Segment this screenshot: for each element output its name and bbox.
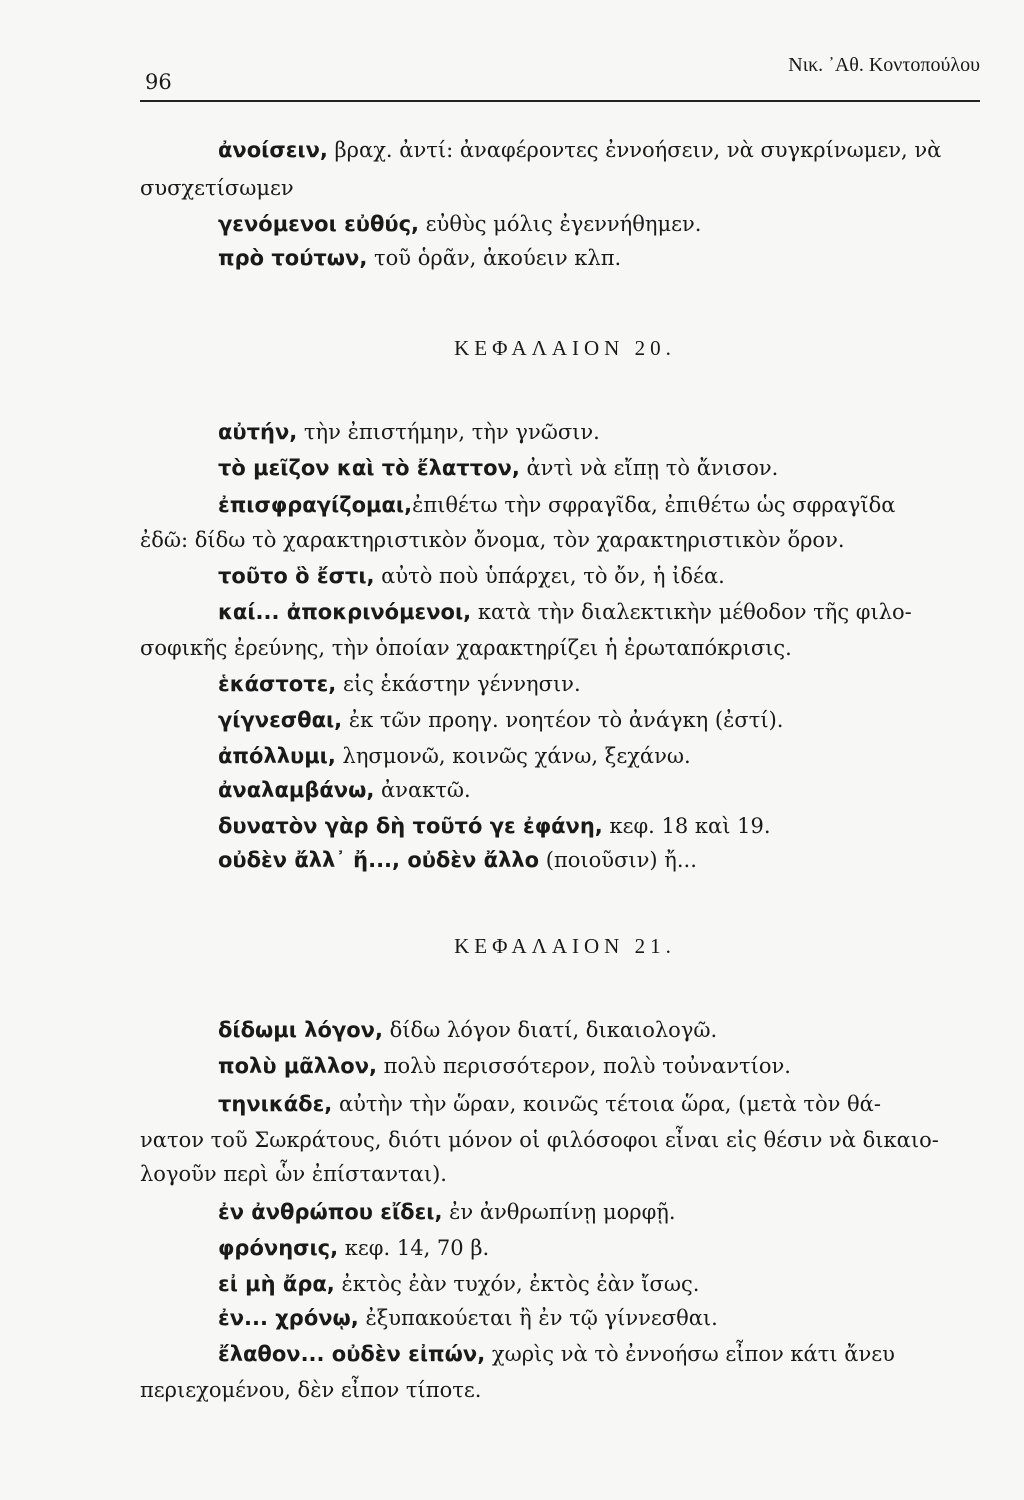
entry-gloss: κατὰ τὴν διαλεκτικὴν μέθοδον τῆς φιλο-: [471, 600, 912, 624]
glossary-entry: [140, 1304, 1024, 1332]
entry-gloss: αὐτὴν τὴν ὥραν, κοινῶς τέτοια ὥρα, (μετὰ τὸν θά-: [332, 1092, 881, 1116]
glossary-entry: [140, 210, 1024, 238]
entry-continuation: περιεχομένου, δὲν εἶπον τίποτε.: [140, 1378, 482, 1402]
glossary-entry: [140, 562, 1024, 590]
glossary-entry: [140, 244, 1024, 272]
glossary-entry: [140, 706, 1024, 734]
glossary-entry: [140, 1340, 1024, 1368]
glossary-entry: [140, 598, 1024, 626]
entry-term: τηνικάδε,: [218, 1092, 333, 1116]
page-number: 96: [145, 70, 172, 94]
glossary-entry: [140, 418, 1024, 446]
entry-term: ἀνοίσειν,: [218, 138, 328, 162]
entry-term: γίγνεσθαι,: [218, 708, 343, 732]
entry-continuation: συσχετίσωμεν: [140, 176, 294, 200]
glossary-entry: [140, 1090, 1024, 1118]
entry-gloss: ἐκτὸς ἐὰν τυχόν, ἐκτὸς ἐὰν ἴσως.: [334, 1272, 700, 1296]
entry-term: οὐδὲν ἄλλ᾿ ἤ..., οὐδὲν ἄλλο: [218, 848, 540, 872]
entry-gloss: ἀντὶ νὰ εἴπῃ τὸ ἄνισον.: [519, 456, 779, 480]
entry-gloss: τοῦ ὁρᾶν, ἀκούειν κλπ.: [367, 246, 622, 270]
entry-gloss: βραχ. ἀντί: ἀναφέροντες ἐννοήσειν, νὰ συγκρίνωμεν, νὰ: [327, 138, 942, 162]
entry-term: ἀπόλλυμι,: [218, 744, 336, 768]
entry-term: δίδωμι λόγον,: [218, 1018, 383, 1042]
entry-gloss: ἐν ἀνθρωπίνῃ μορφῇ.: [442, 1200, 676, 1224]
entry-term: πρὸ τούτων,: [218, 246, 368, 270]
entry-term: ἑκάστοτε,: [218, 672, 337, 696]
entry-term: τοῦτο ὃ ἔστι,: [218, 564, 375, 588]
entry-term: αὐτήν,: [218, 420, 298, 444]
entry-gloss: δίδω λόγον διατί, δικαιολογῶ.: [382, 1018, 718, 1042]
entry-term: ἀναλαμβάνω,: [218, 778, 375, 802]
entry-gloss: χωρὶς νὰ τὸ ἐννοήσω εἶπον κάτι ἄνευ: [485, 1342, 895, 1366]
glossary-entry: [140, 136, 1024, 164]
entry-gloss: (ποιοῦσιν) ἤ...: [539, 848, 697, 872]
glossary-entry: [140, 846, 1024, 874]
entry-gloss: κεφ. 14, 70 β.: [338, 1236, 490, 1260]
entry-term: πολὺ μᾶλλον,: [218, 1054, 377, 1078]
glossary-entry: [140, 1016, 1024, 1044]
entry-gloss: λησμονῶ, κοινῶς χάνω, ξεχάνω.: [335, 744, 691, 768]
entry-gloss: ἐκ τῶν προηγ. νοητέον τὸ ἀνάγκη (ἐστί).: [342, 708, 784, 732]
entry-term: γενόμενοι εὐθύς,: [218, 212, 419, 236]
entry-term: ἔλαθον... οὐδὲν εἰπών,: [218, 1342, 486, 1366]
entry-term: δυνατὸν γὰρ δὴ τοῦτό γε ἐφάνη,: [218, 814, 603, 838]
entry-continuation: λογοῦν περὶ ὧν ἐπίστανται).: [140, 1162, 447, 1186]
chapter-heading: ΚΕΦΑΛΑΙΟΝ 20.: [454, 336, 676, 360]
entry-term: ἐν... χρόνῳ,: [218, 1306, 359, 1330]
entry-gloss: αὐτὸ ποὺ ὑπάρχει, τὸ ὄν, ἡ ἰδέα.: [374, 564, 725, 588]
glossary-entry: [140, 1234, 1024, 1262]
glossary-entry: [140, 670, 1024, 698]
glossary-entry: [140, 776, 1024, 804]
entry-continuation: σοφικῆς ἐρεύνης, τὴν ὁποίαν χαρακτηρίζει ἡ ἐρωταπόκρισις.: [140, 636, 792, 660]
glossary-entry: [140, 812, 1024, 840]
entry-gloss: εἰς ἑκάστην γέννησιν.: [336, 672, 581, 696]
entry-continuation: ἐδῶ: δίδω τὸ χαρακτηριστικὸν ὄνομα, τὸν χαρακτηριστικὸν ὅρον.: [140, 528, 845, 552]
entry-term: καί... ἀποκρινόμενοι,: [218, 600, 472, 624]
entry-continuation: νατον τοῦ Σωκράτους, διότι μόνον οἱ φιλόσοφοι εἶναι εἰς θέσιν νὰ δικαιο-: [140, 1128, 939, 1152]
entry-term: φρόνησις,: [218, 1236, 339, 1260]
glossary-entry: [140, 1052, 1024, 1080]
glossary-entry: [140, 742, 1024, 770]
entry-gloss: ἀνακτῶ.: [374, 778, 471, 802]
running-head: Νικ. ᾿Αθ. Κοντοπούλου: [788, 54, 980, 76]
entry-gloss: πολὺ περισσότερον, πολὺ τοὐναντίον.: [377, 1054, 791, 1078]
glossary-entry: [140, 454, 1024, 482]
glossary-entry: [140, 491, 1024, 519]
entry-term: τὸ μεῖζον καὶ τὸ ἔλαττον,: [218, 456, 520, 480]
glossary-entry: [140, 1270, 1024, 1298]
entry-gloss: κεφ. 18 καὶ 19.: [602, 814, 771, 838]
entry-term: ἐπισφραγίζομαι,: [218, 493, 413, 517]
page-header: [140, 50, 980, 102]
entry-gloss: τὴν ἐπιστήμην, τὴν γνῶσιν.: [297, 420, 600, 444]
chapter-heading: ΚΕΦΑΛΑΙΟΝ 21.: [454, 934, 676, 958]
entry-gloss: εὐθὺς μόλις ἐγεννήθημεν.: [419, 212, 702, 236]
entry-gloss: ἐξυπακούεται ἢ ἐν τῷ γίννεσθαι.: [358, 1306, 718, 1330]
entry-term: ἐν ἀνθρώπου εἴδει,: [218, 1200, 443, 1224]
entry-term: εἰ μὴ ἄρα,: [218, 1272, 335, 1296]
glossary-entry: [140, 1198, 1024, 1226]
entry-gloss: ἐπιθέτω τὴν σφραγῖδα, ἐπιθέτω ὡς σφραγῖδα: [412, 493, 896, 517]
